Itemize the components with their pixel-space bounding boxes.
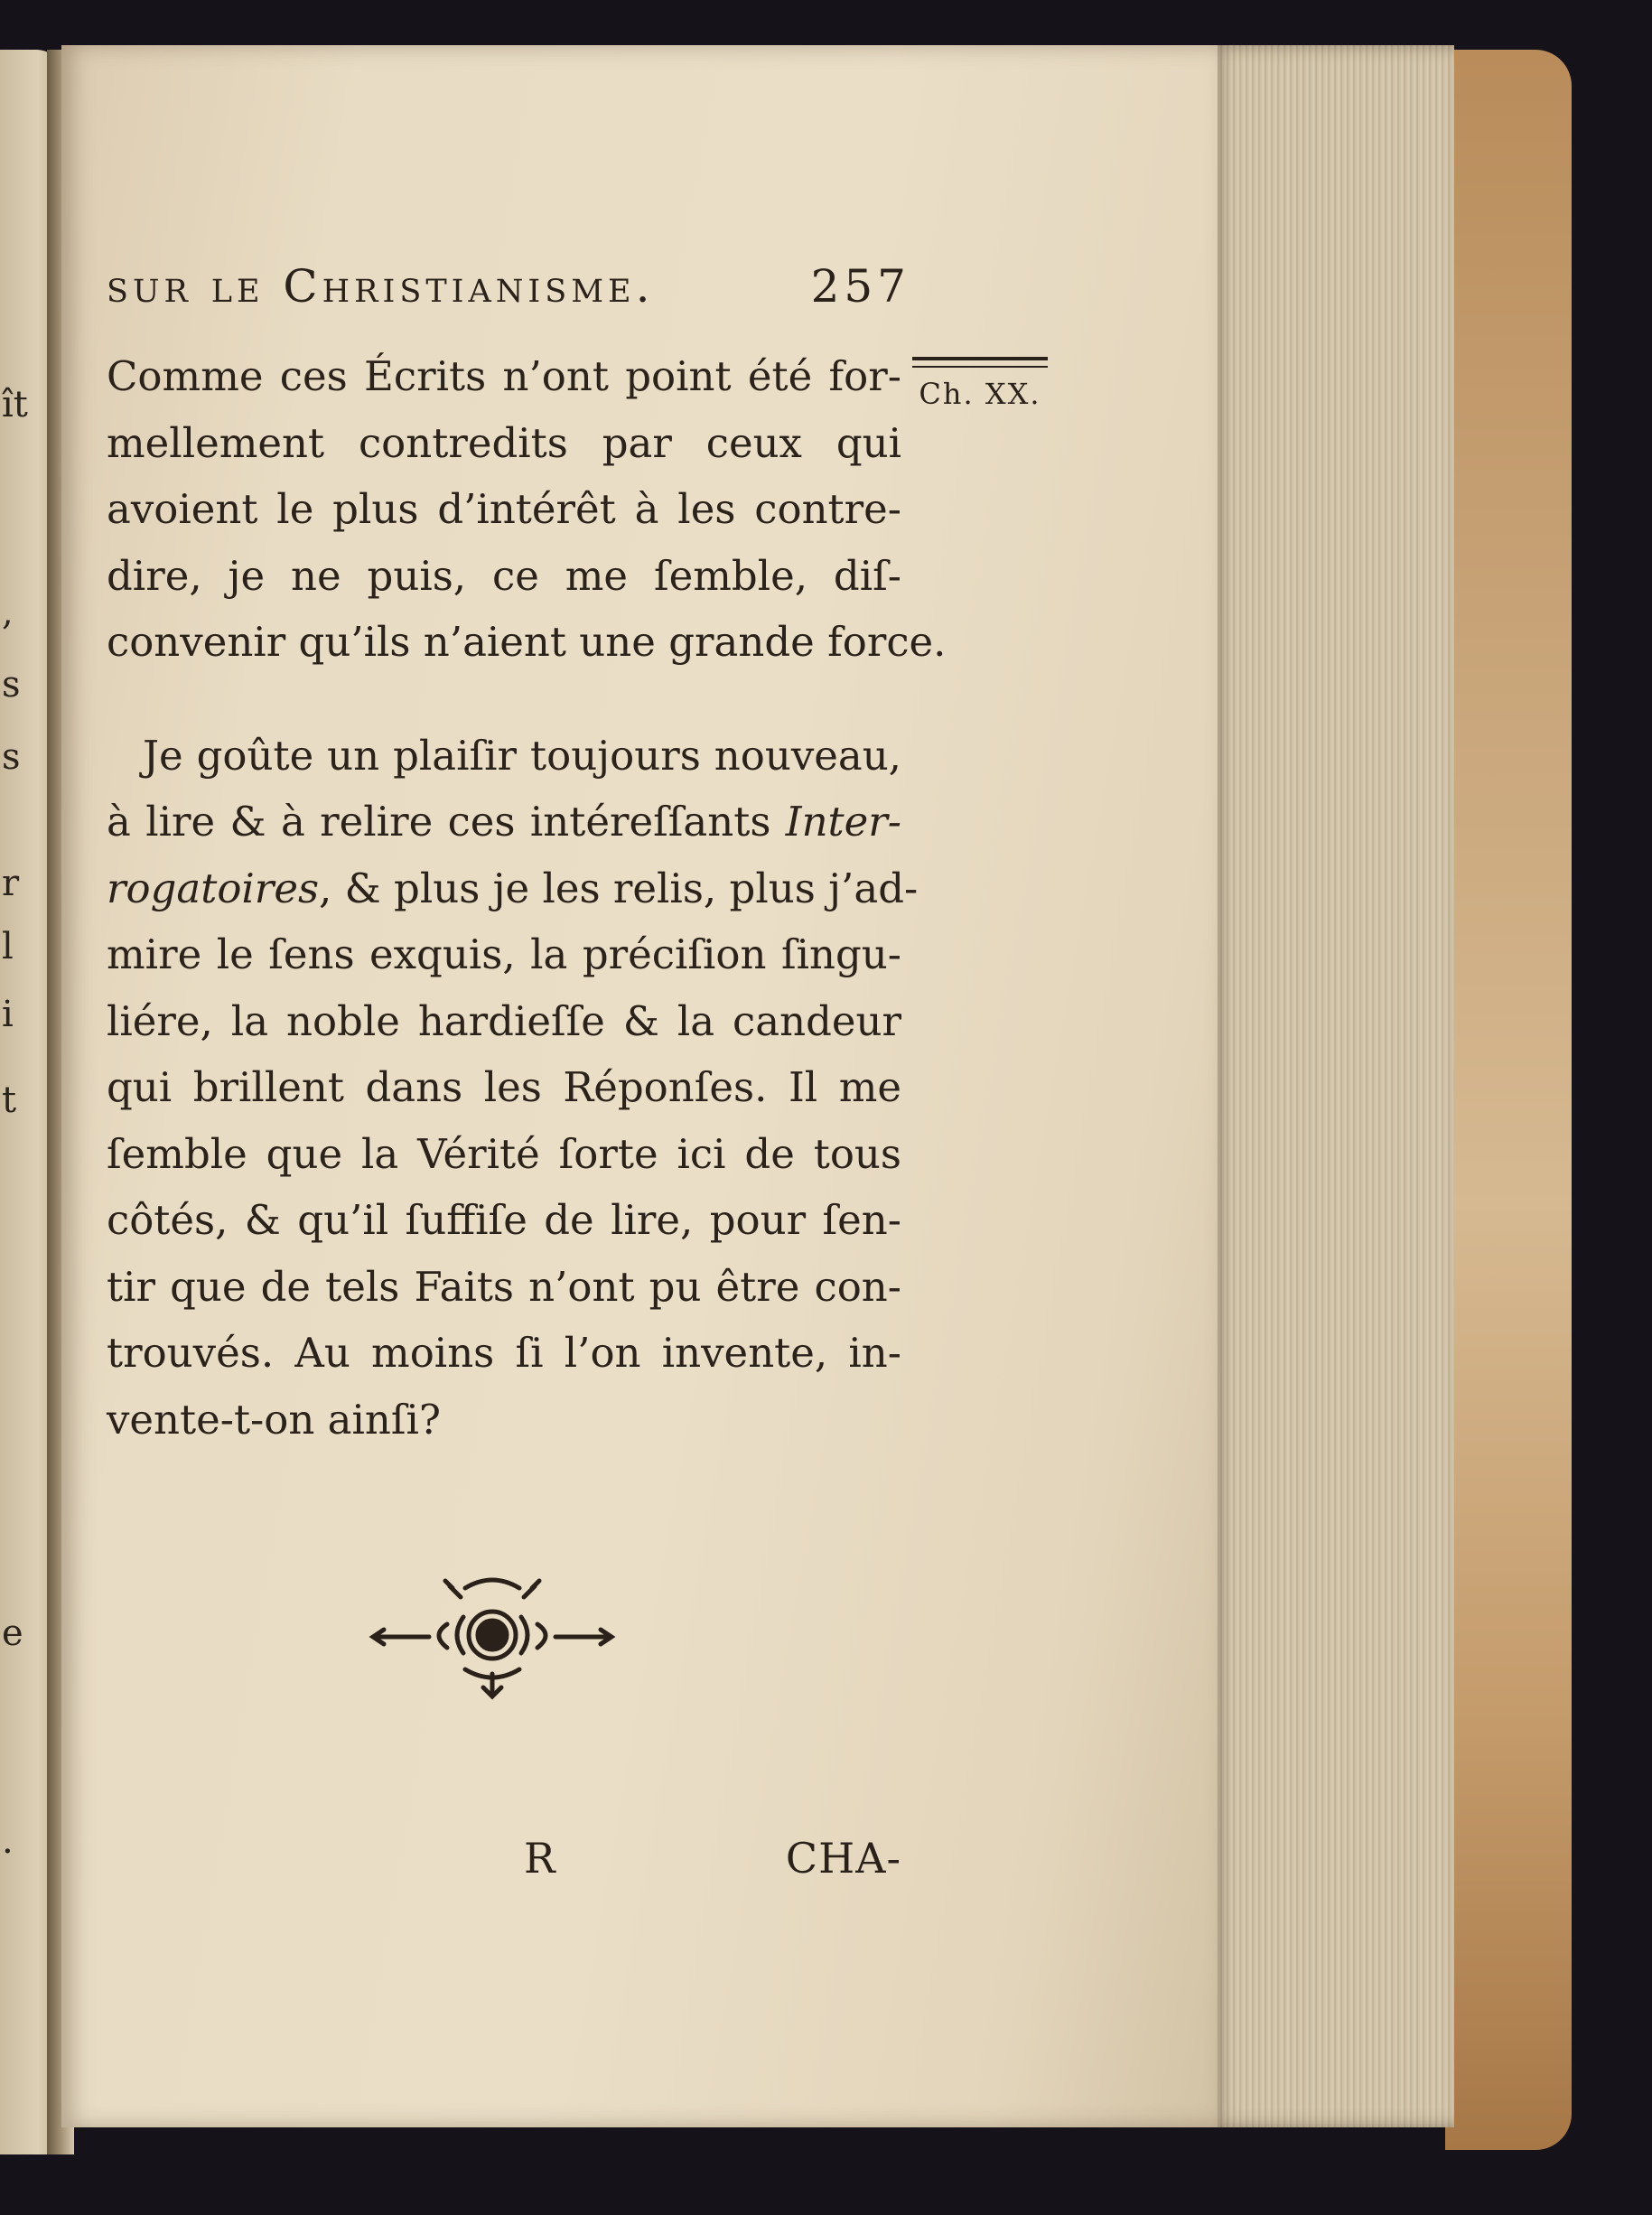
text-line-italic: [107, 789, 901, 855]
text-line: liére, la noble hardieſſe & la candeur: [107, 996, 901, 1045]
text-line: mellement contredits par ceux qui: [107, 418, 901, 467]
text-line: trouvés. Au moins ſi l’on invente, in-: [107, 1329, 901, 1377]
page-footer: [107, 1834, 901, 1897]
running-head: [107, 260, 910, 323]
chapter-rule: [912, 357, 1048, 360]
previous-page-fragment: ,: [2, 592, 14, 633]
previous-page-fragment: .: [2, 1820, 14, 1862]
previous-page-fragment: ît: [2, 384, 28, 425]
text-line: avoient le plus d’intérêt à les contre-: [107, 485, 901, 533]
text-line: convenir qu’ils n’aient une grande force.: [107, 618, 947, 666]
text-line: mire le ſens exquis, la préciſion ſingu-: [107, 930, 901, 978]
text-line: vente-t-on ainſi?: [107, 1395, 441, 1444]
text-line: Comme ces Écrits n’ont point été for-: [107, 352, 901, 400]
text-line: tir que de tels Faits n’ont pu être con-: [107, 1262, 901, 1311]
previous-page-fragment: t: [2, 1079, 17, 1121]
text-line: ſemble que la Vérité ſorte ici de tous: [107, 1129, 901, 1178]
italic-word: rogatoires: [107, 864, 320, 912]
chapter-rule: [912, 366, 1048, 368]
chapter-label: Ch. XX.: [919, 377, 1041, 411]
body-text: [107, 343, 947, 1453]
previous-page-fragment: l: [2, 926, 14, 967]
text-line-italic: [107, 855, 919, 922]
previous-page-fragment: i: [2, 994, 14, 1035]
page-block-edge: [1210, 45, 1454, 2127]
text-line: qui brillent dans les Réponſes. Il me: [107, 1063, 901, 1111]
text-line: Je goûte un plaiſir toujours nouveau,: [143, 731, 901, 780]
text-fragment: à lire & à relire ces intéreſſants: [107, 798, 786, 846]
previous-page-fragment: e: [2, 1612, 23, 1654]
text-fragment: , & plus je les relis, plus j’ad-: [319, 864, 919, 912]
previous-page-fragment: s: [2, 736, 21, 778]
text-line: côtés, & qu’il ſuffiſe de lire, pour ſen-: [107, 1196, 901, 1244]
previous-page-fragment: r: [2, 863, 20, 904]
text-line: dire, je ne puis, ce me ſemble, diſ-: [107, 551, 901, 600]
running-head-title: sur le Christianisme.: [107, 260, 655, 313]
catchword: CHA-: [785, 1834, 901, 1883]
italic-word: Inter-: [785, 798, 901, 846]
book-cover-edge: [1445, 50, 1572, 2150]
chapter-marker: [903, 357, 1057, 411]
fleuron-ornament-icon: [357, 1561, 628, 1706]
page-number: 257: [810, 260, 910, 313]
previous-page-fragment: s: [2, 664, 21, 706]
signature-mark: R: [524, 1834, 555, 1883]
